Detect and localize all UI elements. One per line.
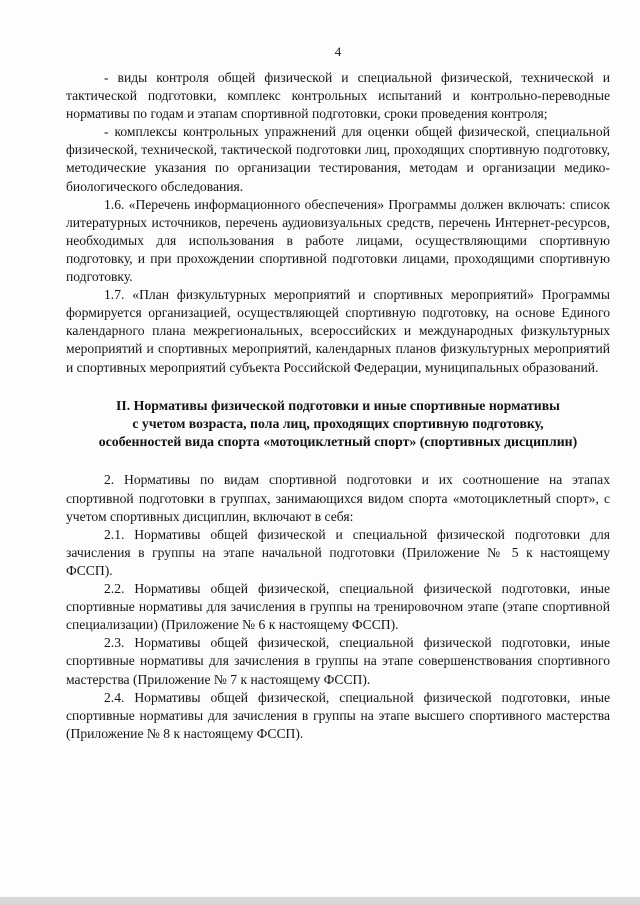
- paragraph-2-standards: 2. Нормативы по видам спортивной подготовки и их соотношение на этапах спортивной подготовки в группах, занимающихся видом спорта «мотоциклетный спорт», с учетом спортивных дисциплин, включают в себя:: [66, 472, 610, 524]
- section-heading: [66, 397, 610, 452]
- paragraph-2-4: 2.4. Нормативы общей физической, специальной физической подготовки, иные спортивные нормативы для зачисления в группы на этапе высшего спортивного мастерства (Приложение № 8 к настоящему ФССП).: [66, 689, 610, 741]
- section-heading-line: II. Нормативы физической подготовки и иные спортивные нормативы: [116, 397, 560, 413]
- section-heading-line: с учетом возраста, пола лиц, проходящих спортивную подготовку,: [132, 415, 544, 431]
- paragraph-control-types: - виды контроля общей физической и специальной физической, технической и тактической подготовки, комплекс контрольных испытаний и контрольно-переводные нормативы по годам и этапам спортивной подготовки, сроки проведения контроля;: [66, 70, 610, 122]
- paragraph-control-exercises: - комплексы контрольных упражнений для оценки общей физической, специальной физической, технической, тактической подготовки лиц, проходящих спортивную подготовку, методические указания по организации тестирования, методам и организации медико-биологического обследования.: [66, 124, 610, 194]
- paragraph-1-7-events-plan: 1.7. «План физкультурных мероприятий и спортивных мероприятий» Программы формируется организацией, осуществляющей спортивную подготовку, на основе Единого календарного плана межрегиональных, всероссийских и международных физкультурных мероприятий и спортивных мероприятий, календарных планов физкультурных мероприятий и спортивных мероприятий субъекта Российской Федерации, муниципальных образований.: [66, 287, 610, 375]
- section-heading-line: особенностей вида спорта «мотоциклетный спорт» (спортивных дисциплин): [98, 434, 578, 450]
- paragraph-2-2: 2.2. Нормативы общей физической, специальной физической подготовки, иные спортивные нормативы для зачисления в группы на тренировочном этапе (этапе спортивной специализации) (Приложение № 6 к настоящему ФССП).: [66, 581, 610, 633]
- page-number: 4: [334, 44, 342, 59]
- paragraph-2-1: 2.1. Нормативы общей физической и специальной физической подготовки для зачисления в группы на этапе начальной подготовки (Приложение № 5 к настоящему ФССП).: [66, 526, 610, 578]
- scan-bottom-edge: [0, 897, 640, 905]
- paragraph-1-6-info-support: 1.6. «Перечень информационного обеспечения» Программы должен включать: список литературных источников, перечень аудиовизуальных средств, перечень Интернет-ресурсов, необходимых для использования в работе лицами, осуществляющими спортивную подготовку, и при прохождении спортивной подготовки лицами, проходящими спортивную подготовку.: [66, 196, 610, 285]
- paragraph-2-3: 2.3. Нормативы общей физической, специальной физической подготовки, иные спортивные нормативы для зачисления в группы на этапе совершенствования спортивного мастерства (Приложение № 7 к настоящему ФССП).: [66, 635, 610, 687]
